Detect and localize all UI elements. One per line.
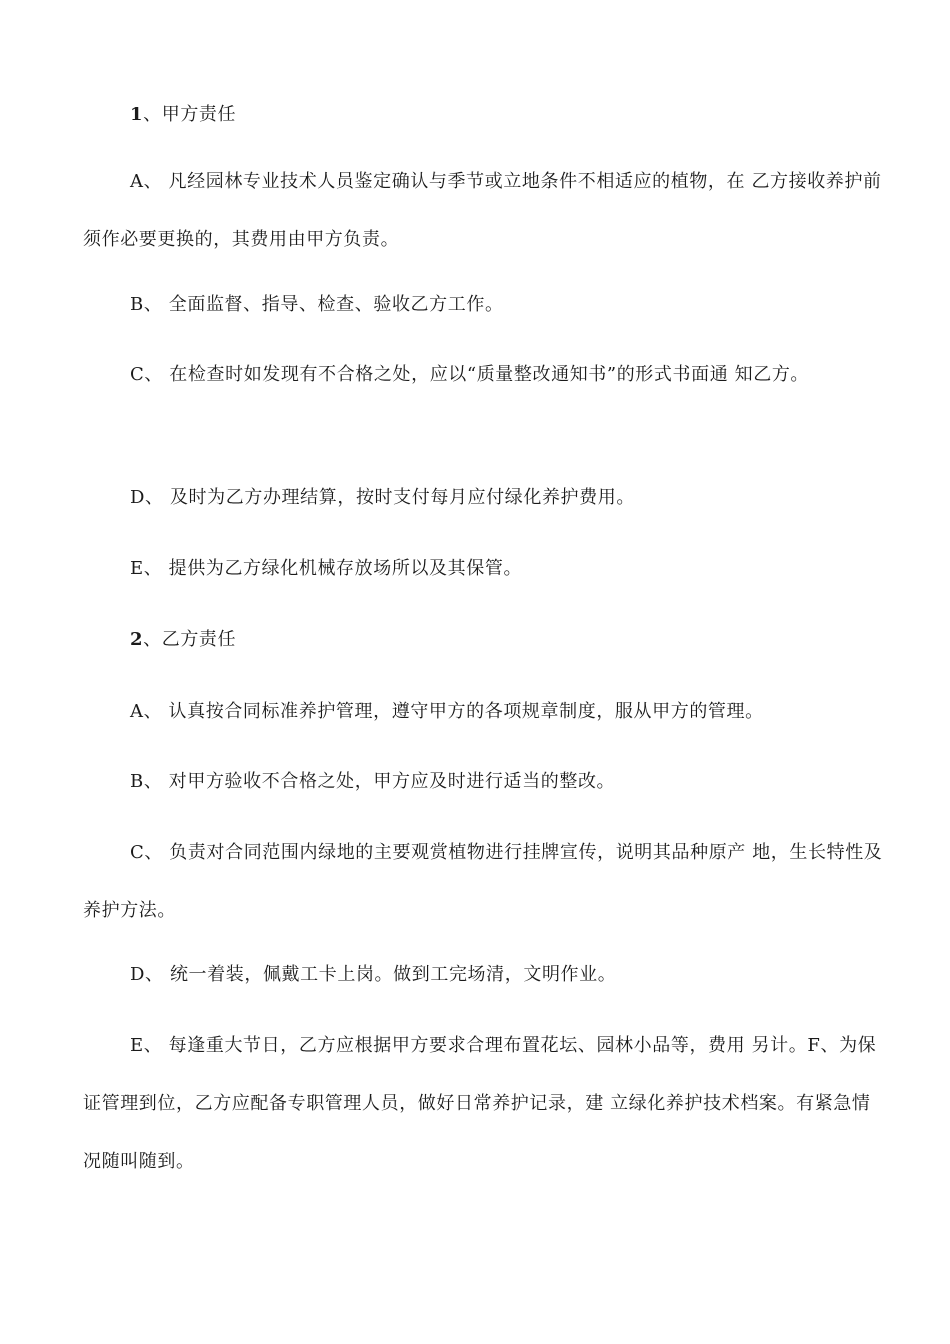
- section-1-item-d: D、 及时为乙方办理结算，按时支付每月应付绿化养护费用。: [130, 487, 635, 508]
- section-2-item-e: E、 每逢重大节日，乙方应根据甲方要求合理布置花坛、园林小品等，费用 另计。F、为保证管理到位，乙方应配备专职管理人员，做好日常养护记录，建 立绿化养护技术档案。有紧急情况随叫随到。: [83, 1035, 877, 1172]
- section-1-item-a: A、 凡经园林专业技术人员鉴定确认与季节或立地条件不相适应的植物，在 乙方接收养护前须作必要更换的，其费用由甲方负责。: [83, 171, 882, 250]
- section-2-item-c: C、 负责对合同范围内绿地的主要观赏植物进行挂牌宣传，说明其品种原产 地，生长特性及养护方法。: [83, 842, 883, 921]
- section-1-heading: [83, 86, 883, 144]
- section-1-item-e: E、 提供为乙方绿化机械存放场所以及其保管。: [130, 558, 523, 579]
- section-1-title: 、甲方责任: [143, 104, 237, 125]
- section-2-item-a: A、 认真按合同标准养护管理，遵守甲方的各项规章制度，服从甲方的管理。: [130, 701, 764, 722]
- section-2-number: 2: [130, 629, 144, 650]
- section-2-item-b: B、 对甲方验收不合格之处，甲方应及时进行适当的整改。: [130, 771, 616, 792]
- section-1-item-b: B、 全面监督、指导、检查、验收乙方工作。: [130, 294, 504, 315]
- section-2-title: 、乙方责任: [143, 629, 237, 650]
- section-1-number: 1: [130, 104, 144, 125]
- section-2-item-d: D、 统一着装，佩戴工卡上岗。做到工完场清，文明作业。: [130, 964, 617, 985]
- section-1-item-c: C、 在检查时如发现有不合格之处，应以“质量整改通知书”的形式书面通 知乙方。: [130, 364, 810, 385]
- section-2-heading: [83, 611, 883, 669]
